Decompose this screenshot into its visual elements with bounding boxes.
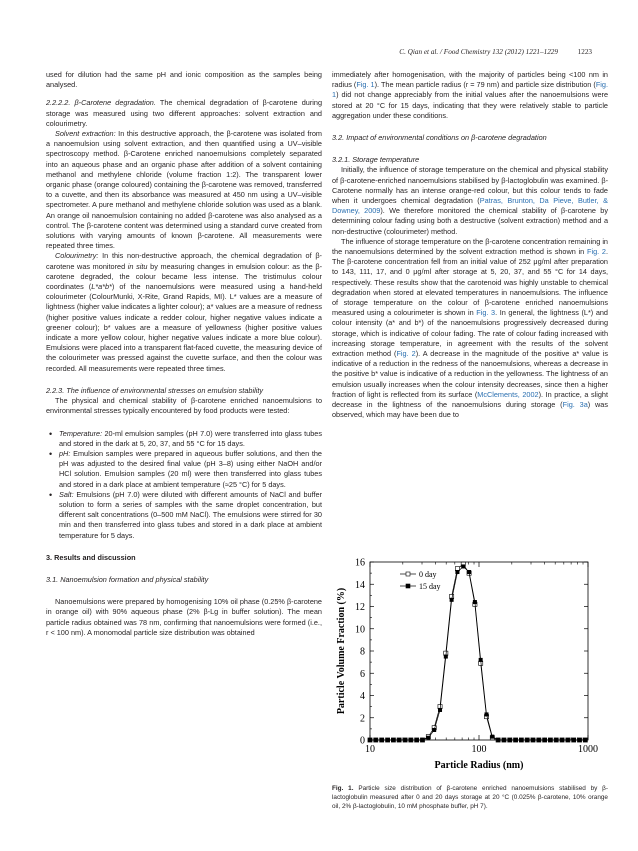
colour-heading: Colourimetry: — [55, 251, 99, 261]
legend-label: 0 day — [419, 570, 437, 579]
y-axis-label: Particle Volume Fraction (%) — [336, 587, 347, 715]
data-point-15day — [473, 600, 476, 603]
cont-text-1: immediately after homogenisation, with the majority of particles being <100 nm in radius ( — [332, 70, 608, 90]
p322-text-5: ). In practice, a slight decrease in the lightness of the nanoemulsions during storage ( — [332, 389, 608, 410]
p322-text-1: The influence of storage temperature on the β-carotene concentration remaining in the nanoemulsions determined by the solvent extraction method is shown in — [332, 236, 608, 257]
colour-text-2: by measuring changes in emulsion colour: as the β-carotene degraded, the colour became less intense. The tristimulus colour coordinates ( — [46, 261, 323, 292]
data-point-15day — [555, 738, 558, 741]
paragraph-solvent — [46, 129, 322, 251]
cont-text-3: ) did not change appreciably from the initial values after the nanoemulsions were stored at 20 °C for 15 days, indicating that they were relatively stable to particle aggregation under these conditions. — [332, 90, 608, 120]
p322-text-6: ) was observed, which may have been due to — [332, 400, 609, 420]
data-point-15day — [386, 738, 389, 741]
section-223-heading: 2.2.3. The influence of environmental stresses on emulsion stability — [46, 385, 263, 395]
y-tick-label: 14 — [355, 579, 365, 591]
y-tick-label: 6 — [360, 668, 365, 680]
fig1-link[interactable]: Fig. 1 — [332, 80, 608, 100]
data-point-15day — [421, 738, 424, 741]
ref-patras-link[interactable]: Patras, Brunton, Da Pieve, Butler, & Downey, 2009 — [332, 196, 609, 216]
series-line-15day — [370, 566, 585, 740]
paragraph-colourimetry — [46, 251, 322, 373]
left-column — [46, 70, 322, 638]
data-point-15day — [397, 738, 400, 741]
list-item-label: pH: — [59, 448, 71, 458]
data-point-15day — [374, 738, 377, 741]
data-point-15day — [508, 738, 511, 741]
colour-text-3: ) of the nanoemulsions were measured using a hand-held colourimeter (ColourMunki, X-Rite, Grand Rapids, MI). L* values are a measure of lightness (higher value indicates a lighter colour); a* values are a measure of redness (higher positive values indicate a redder colour, higher negative values indicate a greener colour); b* values are a measure of yellowness (higher positive values indicate a more yellow colour, higher negative values indicate a more blue colour). Emulsions were placed into a transparent flat-faced cuvette, the measuring device of the colourimeter was pressed against the cuvette surface, and then the colour was recorded. All measurements were repeated three times. — [46, 282, 323, 373]
data-point-15day — [415, 738, 418, 741]
right-column — [332, 70, 608, 421]
data-point-15day — [584, 738, 587, 741]
series-line-0day — [370, 564, 585, 740]
p321-text-1: Initially, the influence of storage temperature on the chemical and physical stability of β-carotene-enriched nanoemulsions stabilised by β-lactoglobulin was examined. β-Carotene normally has an intense orange-red colour, but this colour tends to fade when it undergoes chemical degradation ( — [332, 165, 608, 206]
data-point-15day — [438, 708, 441, 711]
paragraph-31-cont — [332, 70, 608, 121]
data-point-15day — [496, 738, 499, 741]
data-point-15day — [427, 736, 430, 739]
data-point-15day — [479, 658, 482, 661]
x-tick-label: 100 — [471, 744, 487, 755]
p322-text-4: ). A decrease in the magnitude of the positive a* value is indicative of a reduction in the redness of the nanoemulsions, whereas a decrease in the positive b* value is indicative of a reduction in the yellowness. The lightness of an emulsion usually increases when the colour intensity decreases, since then a higher fraction of light is reflected from its surface ( — [332, 349, 608, 399]
data-point-15day — [491, 735, 494, 738]
y-tick-label: 2 — [360, 713, 365, 725]
figure-1 — [332, 552, 608, 778]
stress-list — [46, 429, 322, 541]
data-point-15day — [462, 565, 465, 568]
data-point-15day — [578, 738, 581, 741]
running-header — [46, 48, 592, 60]
x-tick-label: 10 — [365, 744, 375, 755]
list-item-label: Temperature: — [59, 428, 103, 438]
cont-text-2: ). The mean particle radius (r = 79 nm) and particle size distribution ( — [374, 80, 596, 90]
data-point-15day — [409, 738, 412, 741]
colour-insitu: in situ — [127, 261, 148, 271]
running-title: C. Qian et al. / Food Chemistry 132 (2012) 1221–1229 — [399, 48, 558, 56]
section-2222 — [46, 98, 322, 129]
fig3a-link[interactable]: Fig. 3a — [562, 400, 588, 410]
figure-caption — [332, 784, 608, 811]
data-point-15day — [566, 738, 569, 741]
fig1-link[interactable]: Fig. 1 — [356, 80, 375, 90]
data-point-15day — [525, 738, 528, 741]
plot-frame — [370, 562, 588, 740]
data-point-15day — [537, 738, 540, 741]
list-item — [59, 449, 322, 490]
p321-text-2: ). We therefore monitored the chemical stability of β-carotene by determining colour fading using both a destructive (solvent extraction) method and a non-destructive (colourimeter) method. — [332, 206, 608, 236]
data-point-15day — [560, 738, 563, 741]
data-point-15day — [450, 598, 453, 601]
section-3-heading: 3. Results and discussion — [46, 552, 136, 562]
x-axis-label: Particle Radius (nm) — [434, 760, 524, 771]
section-31-heading: 3.1. Nanoemulsion formation and physical stability — [46, 574, 209, 584]
colour-text-1: In this non-destructive approach, the chemical degradation of β-carotene was monitored — [46, 251, 322, 271]
section-2222-text: The chemical degradation of β-carotene during storage was measured using two different approaches: solvent extraction and colourimetry. — [46, 98, 323, 128]
data-point-15day — [543, 738, 546, 741]
y-tick-label: 16 — [355, 557, 365, 569]
data-point-15day — [456, 570, 459, 573]
solvent-heading: Solvent extraction: — [55, 129, 116, 139]
paragraph-321 — [332, 165, 608, 236]
data-point-15day — [549, 738, 552, 741]
section-2222-title: β-Carotene degradation. — [74, 98, 156, 108]
fig3-link[interactable]: Fig. 3 — [476, 308, 496, 318]
data-point-15day — [520, 738, 523, 741]
caption-text: Particle size distribution of β-carotene enriched nanoemulsions stabilised by β-lactoglobulin measured after 0 and 20 days storage at 20 °C (0.025% β-carotene, 10% orange oil, 2% β-lactoglobulin, 10 mM phosphate buffer, pH 7). — [332, 785, 608, 810]
paragraph-intro: used for dilution had the same pH and ionic composition as the samples being analysed. — [46, 70, 322, 90]
fig2-link[interactable]: Fig. 2 — [396, 349, 416, 359]
list-item-text: 20-ml emulsion samples (pH 7.0) were transferred into glass tubes and stored in the dark at 5, 20, 37, and 55 °C for 15 days. — [59, 428, 322, 448]
caption-label: Fig. 1. — [332, 785, 354, 792]
data-point-15day — [467, 570, 470, 573]
y-tick-label: 8 — [360, 646, 365, 658]
data-point-15day — [432, 728, 435, 731]
list-item-text: Emulsion samples were prepared in aqueous buffer solutions, and then the pH was adjusted to the desired final value (pH 3–8) using either NaOH and/or HCl solution. Emulsion samples (20 ml) were then transferred into glass tubes and stored in a dark place at ambient temperature (≈25 °C) for 5 days. — [59, 448, 322, 489]
y-tick-label: 0 — [360, 735, 365, 747]
data-point-15day — [502, 738, 505, 741]
legend-marker — [406, 584, 410, 588]
data-point-15day — [380, 738, 383, 741]
legend-label: 15 day — [419, 582, 441, 591]
y-tick-label: 10 — [355, 624, 365, 636]
p322-text-3: . In general, the lightness (L*) and colour intensity (a* and b*) of the nanoemulsions progressively decreased during storage, which is indicative of colour fading. The rate of colour fading increased with increasing storage temperature, in agreement with the results of the solvent extraction method ( — [332, 308, 608, 359]
list-item — [59, 490, 322, 541]
data-point-15day — [514, 738, 517, 741]
section-321-heading: 3.2.1. Storage temperature — [332, 155, 420, 165]
data-point-15day — [531, 738, 534, 741]
data-point-15day — [572, 738, 575, 741]
particle-size-chart — [332, 552, 608, 778]
y-tick-label: 12 — [355, 602, 365, 613]
paragraph-223: The physical and chemical stability of β-carotene enriched nanoemulsions to environmental stresses typically encountered by food products were tested: — [46, 396, 322, 416]
data-point-15day — [392, 738, 395, 741]
list-item — [59, 429, 322, 449]
x-tick-label: 1000 — [578, 744, 598, 755]
data-point-15day — [403, 738, 406, 741]
list-item-label: Salt: — [59, 489, 74, 499]
solvent-text: In this destructive approach, the β-carotene was isolated from a nanoemulsion using solvent extraction, and then quantified using a UV–visible spectroscopy method. β-Carotene enriched nanoemulsions completely separated into an aqueous phase and an organic phase after addition of a solvent containing methanol and methylene chloride (volume fraction 1:2). The transparent lower organic phase (orange coloured) containing the β-carotene was removed, transferred to a cuvette, and then its absorbance was measured at 450 nm using a UV–visible spectrometer. A pure methanol and methylene chloride solution was used as a blank. An orange oil nanoemulsion containing no added β-carotene was also analysed as a control. The β-carotene content was determined using a standard curve created from solutions with varying amounts of known β-carotene. All measurements were repeated three times. — [46, 129, 322, 251]
fig2-link[interactable]: Fig. 2 — [586, 247, 606, 257]
data-point-15day — [368, 738, 371, 741]
p322-text-2: . The β-carotene concentration fell from an initial value of 252 μg/ml after preparation to 143, 111, 17, and 0 μg/ml after storage at 5, 20, 37, and 55 °C for 14 days, respectively. These results show that the carotenoid was highly unstable to chemical degradation when stored at elevated temperatures in nanoemulsions. The influence of storage temperature on the colour of β-carotene enriched nanoemulsions measured using a colourimeter is shown in — [332, 247, 608, 318]
list-item-text: Emulsions (pH 7.0) were diluted with different amounts of NaCl and buffer solution to form a series of samples with the same droplet concentration, but different salt concentrations (0–500 mM NaCl). The emulsions were stirred for 30 min and then transferred into glass tubes and stored in a dark place at ambient temperature for 5 days. — [59, 489, 322, 540]
y-tick-label: 4 — [360, 691, 365, 702]
colour-lab: L*a*b* — [91, 282, 112, 292]
section-2222-number: 2.2.2.2. — [46, 98, 71, 108]
legend-marker — [406, 572, 410, 576]
page-number: 1223 — [577, 48, 592, 56]
ref-mcclements-link[interactable]: McClements, 2002 — [477, 389, 539, 399]
data-point-15day — [444, 655, 447, 658]
paragraph-31: Nanoemulsions were prepared by homogenising 10% oil phase (0.25% β-carotene in orange oil) with 90% aqueous phase (2% β-Lg in buffer solution). The mean particle radius obtained was 78 nm, confirming that nanoemulsions were formed (i.e., r < 100 nm). A monomodal particle size distribution was obtained — [46, 597, 322, 637]
section-32-heading: 3.2. Impact of environmental conditions on β-carotene degradation — [332, 133, 547, 143]
data-point-15day — [485, 713, 488, 716]
paragraph-322 — [332, 237, 608, 421]
